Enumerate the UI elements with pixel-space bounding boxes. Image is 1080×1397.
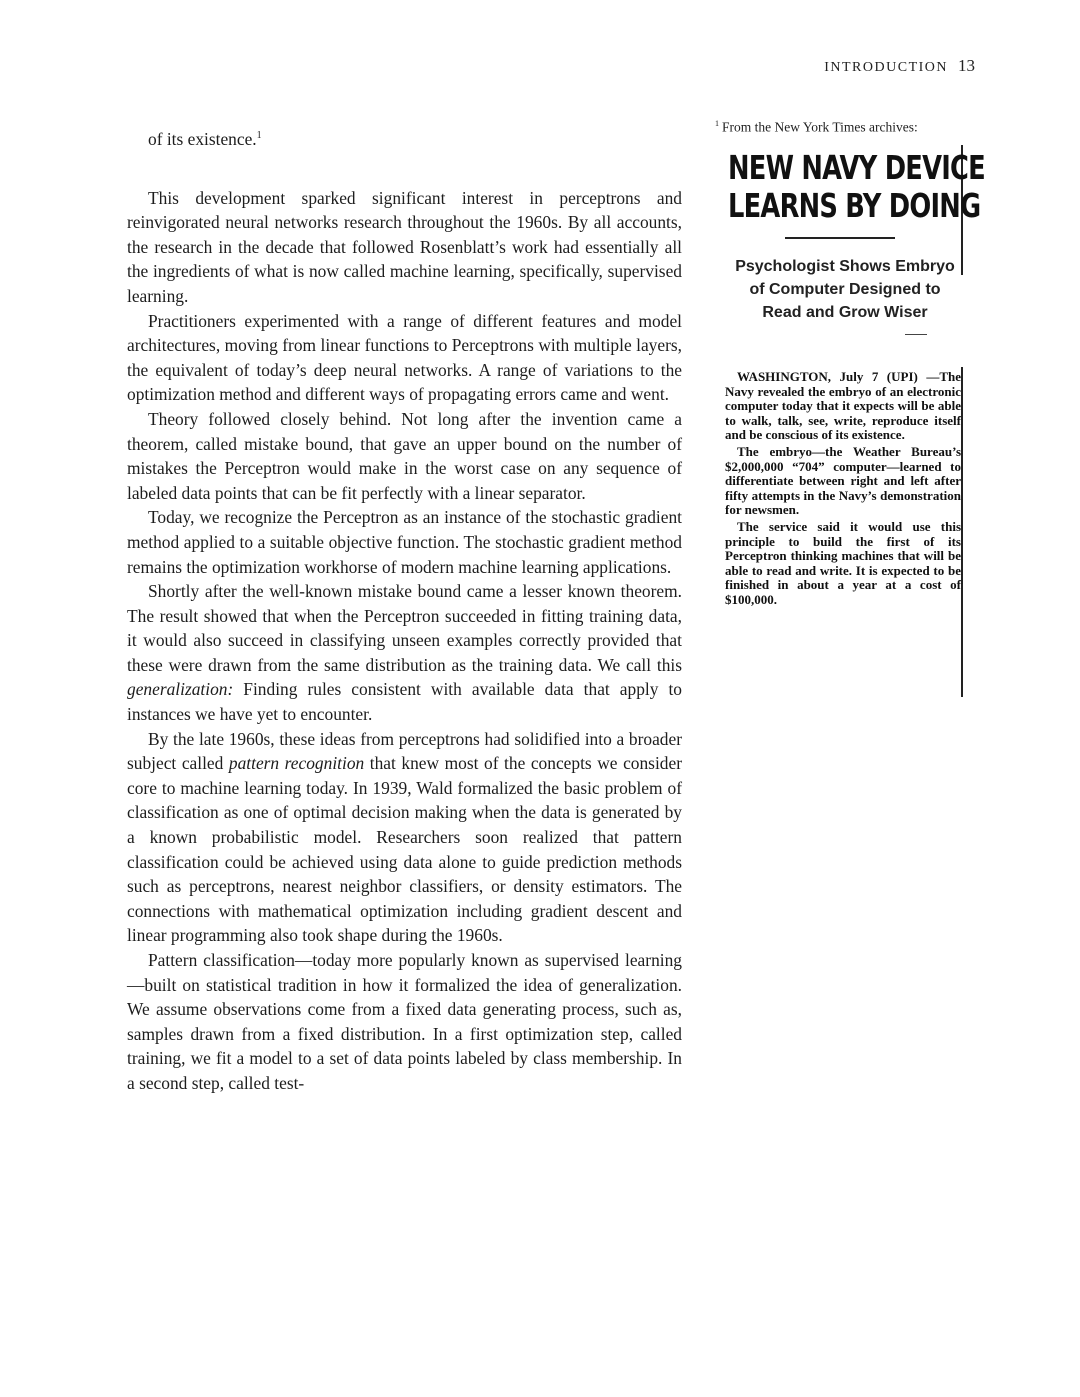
main-column [127, 127, 682, 1096]
paragraph-6 [127, 727, 682, 948]
subhead-rule [905, 334, 927, 335]
headline-line-2: LEARNS BY DOING [728, 186, 981, 225]
sidenote-number: 1 [715, 119, 719, 128]
paragraph-4: Today, we recognize the Perceptron as an instance of the stochastic gradient method applied to a suitable objective function. The stochastic gradient method remains the optimization workhorse of modern machine learning applications. [127, 507, 682, 577]
subhead-line-1: Psychologist Shows Embryo [735, 258, 955, 275]
headline-rule [785, 237, 895, 239]
story-paragraph-3: The service said it would use this principle to build the first of its Perceptron thinking machines that will be able to read and write. It is expected to be finished in about a year at a cost of $100,000. [725, 518, 961, 607]
paragraph-6-text-b: that knew most of the concepts we consider core to machine learning today. In 1939, Wald formalized the basic problem of classification as one of optimal decision making when the data is generated by a known probabilistic model. Researchers soon realized that pattern classification could be achieved using data alone to guide prediction methods such as perceptrons, nearest neighbor classifiers, or density estimators. The connections with mathematical optimization including gradient descent and linear programming also took shape during the 1960s. [127, 753, 682, 946]
paragraph-6-text-a: By the late 1960s, these ideas from perceptrons had solidified into a broader subject called [127, 728, 682, 774]
paragraph-5-text-b: Finding rules consistent with available data that apply to instances we have yet to encounter. [127, 679, 682, 725]
running-head [760, 56, 975, 76]
clipping-headline [728, 148, 985, 225]
clipping-subhead [725, 255, 965, 324]
term-generalization: generalization: [127, 679, 234, 700]
newspaper-clipping [725, 145, 985, 700]
paragraph-1: This development sparked significant interest in perceptrons and reinvigorated neural networks research throughout the 1960s. By all accounts, the research in the decade that followed Rosenblatt’s work had essentially all the ingredients of what is now called machine learning, specifically, supervised learning. [127, 187, 682, 306]
headline-line-1: NEW NAVY DEVICE [728, 148, 985, 187]
subhead-line-3: Read and Grow Wiser [762, 304, 928, 321]
paragraph-5 [127, 579, 682, 727]
sidenote-text: From the New York Times archives: [722, 119, 918, 135]
paragraph-7: Pattern classification—today more popularly known as supervised learning—built on statistical tradition in how it formalized the idea of generalization. We assume observations come from a fixed data generating process, such as, samples drawn from a fixed distribution. In a first optimization step, called training, we fit a model to a set of data points labeled by class membership. In a second step, called test- [127, 950, 682, 1093]
paragraph-5-text-a: Shortly after the well-known mistake bound came a lesser known theorem. The result showed that when the Perceptron succeeded in fitting training data, it would also succeed in classifying unseen examples correctly provided that these were drawn from the same distribution as the training data. We call this [127, 581, 682, 675]
story-paragraph-2: The embryo—the Weather Bureau’s $2,000,000 “704” computer—learned to differentiate between right and left after fifty attempts in the Navy’s demonstration for newsmen. [725, 443, 961, 518]
term-pattern-recognition: pattern recognition [228, 753, 365, 774]
paragraph-0 [127, 127, 682, 152]
paragraph-2: Practitioners experimented with a range of different features and model architectures, moving from linear functions to Perceptrons with multiple layers, the equivalent of today’s deep neural networks. A range of variations to the optimization method and different ways of propagating errors came and went. [127, 310, 682, 405]
paragraph-3: Theory followed closely behind. Not long after the invention came a theorem, called mistake bound, that gave an upper bound on the number of mistakes the Perceptron would make in the worst case on any sequence of labeled data points that can be fit perfectly with a linear separator. [127, 408, 682, 503]
subhead-line-2: of Computer Designed to [749, 281, 941, 298]
story-paragraph-1: WASHINGTON, July 7 (UPI) —The Navy revealed the embryo of an electronic computer today that it expects will be able to walk, talk, see, write, reproduce itself and be conscious of its existence. [725, 369, 961, 443]
page-number: 13 [958, 56, 975, 75]
footnote-ref[interactable]: 1 [256, 130, 262, 142]
sidenote [715, 115, 965, 137]
clipping-story [725, 370, 961, 608]
section-title: INTRODUCTION [824, 60, 948, 75]
column-rule [961, 367, 963, 697]
paragraph-0-text: of its existence. [148, 129, 257, 149]
